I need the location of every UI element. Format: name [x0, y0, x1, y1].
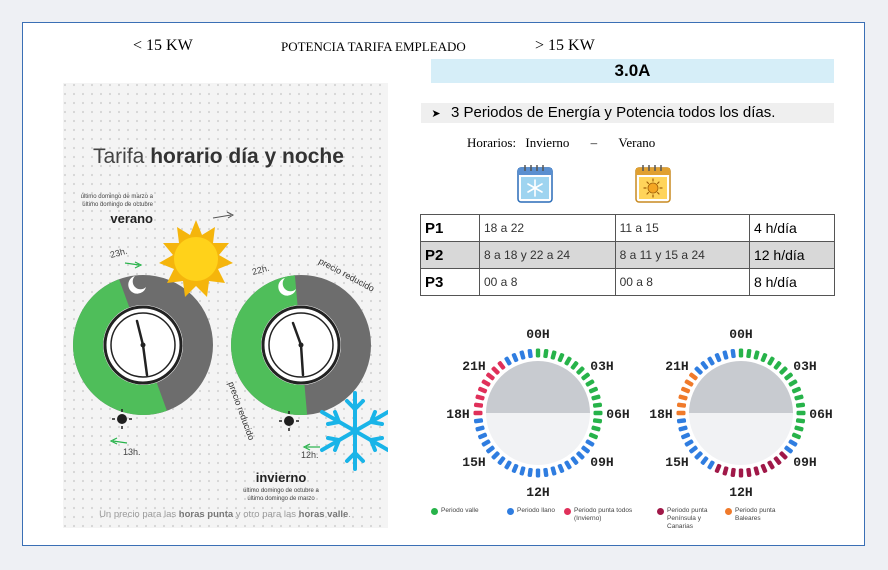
summer-dial [649, 327, 832, 498]
winter-hour-tick [594, 411, 603, 415]
header-left: < 15 KW [133, 37, 193, 54]
winter-hour-label: 21H [462, 359, 486, 374]
periods-table [420, 214, 835, 296]
verano-cell: 11 a 15 [615, 215, 749, 242]
summer-hour-label: 09H [793, 455, 817, 470]
summer-hour-tick [684, 379, 694, 387]
summer-hour-tick [739, 469, 743, 478]
winter-hour-label: 09H [590, 455, 614, 470]
winter-hour-tick [481, 379, 491, 387]
hours-cell: 12 h/día [749, 242, 834, 269]
verano-note-1: último domingo de marzo a [80, 194, 153, 200]
winter-hour-tick [585, 439, 595, 447]
summer-hour-tick [677, 411, 686, 415]
winter-hour-label: 06H [606, 407, 630, 422]
winter-hour-tick [504, 460, 512, 470]
invierno-note-2: último domingo de marzo [247, 496, 315, 502]
summer-hour-label: 06H [809, 407, 833, 422]
winter-hour-tick [536, 469, 540, 478]
winter-hour-label: 12H [526, 485, 550, 498]
winter-hour-tick [474, 411, 483, 415]
verano-label: verano [110, 211, 153, 226]
tarifa-infographic [63, 83, 388, 528]
infographic-title: Tarifa horario día y noche [93, 145, 344, 168]
summer-hour-tick [788, 379, 798, 387]
winter-hour-label: 15H [462, 455, 486, 470]
winter-hour-tick [564, 356, 572, 366]
header-right: > 15 KW [535, 37, 595, 54]
summer-hour-tick [707, 356, 715, 366]
hours-cell: 8 h/día [749, 269, 834, 296]
verano-note-2: último domingo de octubre [82, 202, 153, 208]
verano-label: Verano [618, 135, 656, 150]
summer-calendar-icon [635, 163, 671, 203]
summer-hour-label: 12H [729, 485, 753, 498]
horarios-line [467, 135, 655, 151]
page-frame [22, 22, 865, 546]
summer-hour-tick [707, 460, 715, 470]
summer-hour-tick [684, 439, 694, 447]
periods-heading [421, 103, 834, 123]
summer-hour-tick [739, 349, 743, 358]
label-12h: 12h. [301, 450, 319, 460]
summer-hour-label: 03H [793, 359, 817, 374]
table-row [421, 242, 835, 269]
winter-hour-tick [564, 460, 572, 470]
invierno-cell: 8 a 18 y 22 a 24 [480, 242, 616, 269]
label-23h: 23h. [108, 245, 129, 260]
invierno-note-1: último domingo de octubre a [243, 488, 319, 494]
summer-hour-tick [767, 356, 775, 366]
winter-dial [446, 327, 629, 498]
label-13h: 13h. [123, 447, 141, 457]
period-cell: P3 [421, 269, 480, 296]
winter-hour-label: 18H [446, 407, 470, 422]
tariff-name-banner: 3.0A [431, 59, 834, 83]
hours-cell: 4 h/día [749, 215, 834, 242]
period-cell: P2 [421, 242, 480, 269]
header-middle: POTENCIA TARIFA EMPLEADO [281, 39, 466, 54]
infographic-footer: Un precio para las horas punta y otro para las horas valle. [99, 509, 351, 520]
periods-heading-text: 3 Periodos de Energía y Potencia todos los días. [451, 104, 776, 121]
invierno-label: Invierno [525, 135, 570, 150]
tariff-dials [421, 323, 841, 498]
verano-cell: 00 a 8 [615, 269, 749, 296]
invierno-label: invierno [255, 470, 307, 485]
summer-hour-tick [788, 439, 798, 447]
summer-hour-label: 00H [729, 327, 753, 342]
winter-hour-label: 03H [590, 359, 614, 374]
winter-hour-tick [585, 379, 595, 387]
winter-hour-tick [536, 349, 540, 358]
dial-legend: Periodo valle Periodo llano Periodo punta todos (Invierno) Periodo punta Península y Canarias Periodo punta Baleares [431, 507, 831, 537]
precio-reducido-left: precio reducido [226, 380, 257, 442]
arrow-bullet-icon: ➤ [431, 108, 441, 120]
summer-hour-tick [767, 460, 775, 470]
precio-reducido-right: precio reducido [317, 255, 377, 294]
invierno-cell: 18 a 22 [480, 215, 616, 242]
table-row [421, 269, 835, 296]
horarios-label: Horarios: [467, 135, 517, 150]
winter-hour-label: 00H [526, 327, 550, 342]
label-22h: 22h. [250, 262, 271, 277]
summer-hour-tick [797, 411, 806, 415]
winter-hour-tick [504, 356, 512, 366]
winter-hour-tick [481, 439, 491, 447]
table-row [421, 215, 835, 242]
summer-hour-label: 18H [649, 407, 673, 422]
winter-calendar-icon [517, 163, 553, 203]
period-cell: P1 [421, 215, 480, 242]
summer-hour-label: 15H [665, 455, 689, 470]
summer-hour-label: 21H [665, 359, 689, 374]
dash: – [590, 135, 598, 150]
invierno-cell: 00 a 8 [480, 269, 616, 296]
verano-cell: 8 a 11 y 15 a 24 [615, 242, 749, 269]
